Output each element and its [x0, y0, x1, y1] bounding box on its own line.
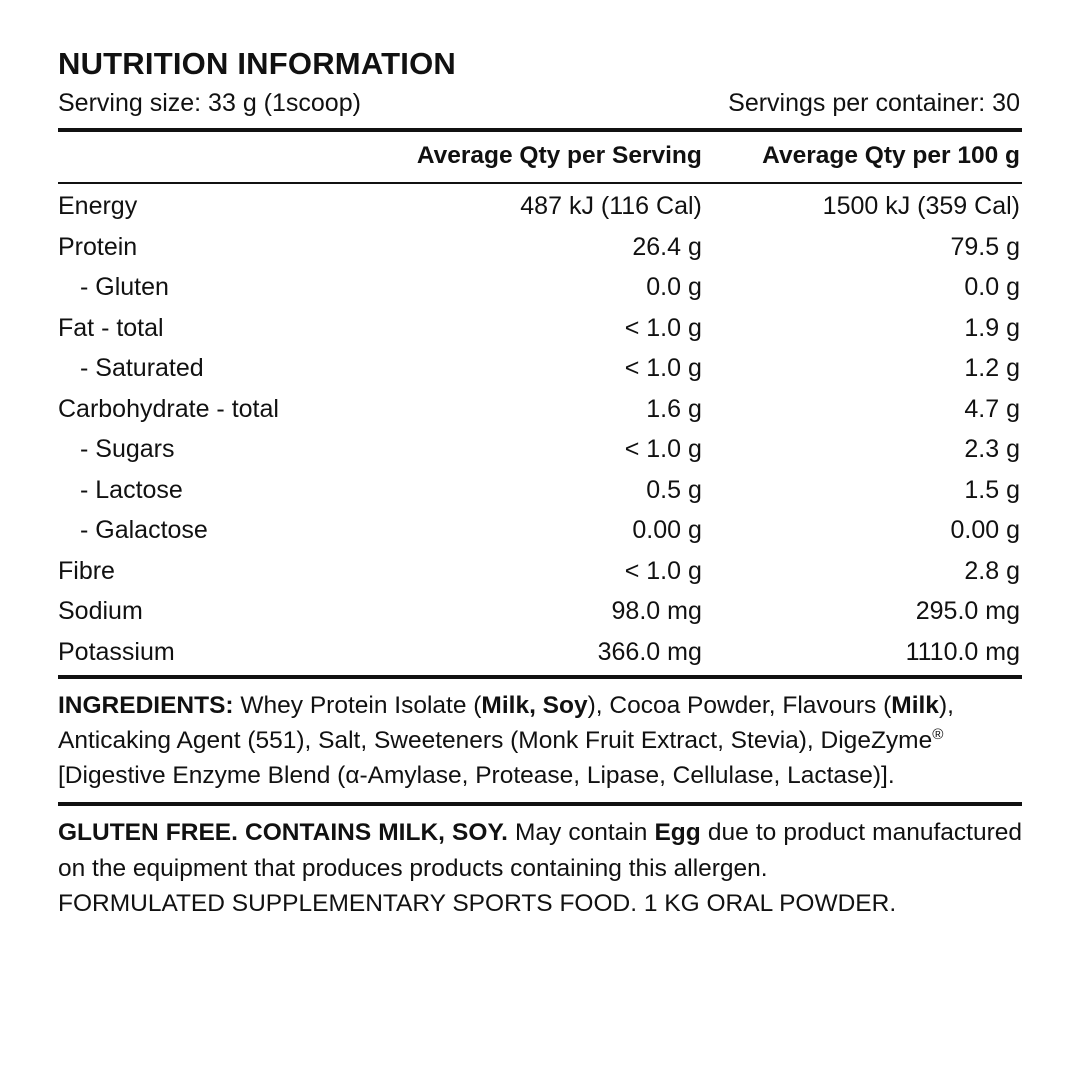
table-row [58, 268, 1022, 309]
table-row [58, 227, 1022, 268]
table-row [58, 511, 1022, 552]
row-label: - Gluten [80, 273, 169, 302]
table-header-row [58, 132, 1022, 180]
row-per-100g: 2.3 g [964, 435, 1020, 464]
table-row [58, 349, 1022, 390]
row-per-serving: 366.0 mg [597, 637, 702, 666]
row-per-serving: 98.0 mg [611, 597, 702, 626]
ingredients-allergen-milk: Milk [891, 691, 939, 719]
row-per-serving: < 1.0 g [624, 354, 702, 383]
allergen-text-1: May contain [507, 819, 655, 847]
row-per-100g: 4.7 g [964, 394, 1020, 423]
row-label: Protein [58, 232, 138, 261]
row-label: Potassium [58, 637, 175, 666]
ingredients-allergen-milk-soy: Milk, Soy [481, 691, 588, 719]
row-per-100g: 1.5 g [964, 475, 1020, 504]
allergen-block [58, 806, 1022, 930]
row-per-100g: 1.2 g [964, 354, 1020, 383]
row-label: Carbohydrate - total [58, 394, 279, 423]
serving-summary [58, 88, 1022, 128]
table-row [58, 389, 1022, 430]
table-row [58, 470, 1022, 511]
row-label: Fibre [58, 556, 115, 585]
header-divider-row [58, 180, 1022, 187]
nutrition-table-body [58, 187, 1022, 673]
row-per-serving: 0.00 g [632, 516, 702, 545]
row-per-serving: 1.6 g [646, 394, 702, 423]
row-per-serving: 487 kJ (116 Cal) [520, 192, 702, 221]
ingredients-text-3: ), Anticaking Agent (551), Salt, Sweeteners (Monk Fruit Extract, Stevia), DigeZyme [58, 691, 954, 754]
row-label: Fat - total [58, 313, 164, 342]
row-per-serving: 0.0 g [646, 273, 702, 302]
divider-header [58, 180, 1022, 187]
serving-size-text: Serving size: 33 g (1scoop) [58, 88, 361, 117]
row-per-100g: 79.5 g [950, 232, 1020, 261]
row-per-serving: 0.5 g [646, 475, 702, 504]
row-per-serving: < 1.0 g [624, 313, 702, 342]
table-row [58, 308, 1022, 349]
ingredients-text-2: ), Cocoa Powder, Flavours ( [587, 691, 892, 719]
ingredients-block [58, 679, 1022, 803]
allergen-egg: Egg [654, 819, 701, 847]
row-per-100g: 1110.0 mg [905, 637, 1020, 666]
product-classification-text: FORMULATED SUPPLEMENTARY SPORTS FOOD. 1 KG ORAL POWDER. [58, 889, 897, 917]
row-label: - Lactose [80, 475, 183, 504]
page-title: NUTRITION INFORMATION [58, 46, 456, 81]
ingredients-text-1: Whey Protein Isolate ( [233, 691, 482, 719]
table-row [58, 187, 1022, 228]
row-label: - Galactose [80, 516, 208, 545]
row-per-serving: < 1.0 g [624, 556, 702, 585]
nutrition-table [58, 132, 1022, 673]
row-label: Energy [58, 192, 138, 221]
column-header-per-100g: Average Qty per 100 g [762, 141, 1020, 169]
row-label: - Sugars [80, 435, 175, 464]
row-per-100g: 1500 kJ (359 Cal) [822, 192, 1020, 221]
registered-trademark-symbol: ® [932, 725, 944, 743]
row-per-100g: 0.00 g [950, 516, 1020, 545]
row-per-serving: 26.4 g [632, 232, 702, 261]
allergen-heading: GLUTEN FREE. CONTAINS MILK, SOY. [58, 819, 508, 847]
table-row [58, 551, 1022, 592]
column-header-per-serving: Average Qty per Serving [416, 141, 702, 169]
table-row [58, 592, 1022, 633]
ingredients-text-4: [Digestive Enzyme Blend (α-Amylase, Protease, Lipase, Cellulase, Lactase)]. [58, 762, 895, 790]
row-per-serving: < 1.0 g [624, 435, 702, 464]
column-header-blank [58, 132, 386, 180]
table-row [58, 632, 1022, 673]
row-per-100g: 295.0 mg [915, 597, 1020, 626]
row-per-100g: 0.0 g [964, 273, 1020, 302]
ingredients-heading: INGREDIENTS: [58, 691, 234, 719]
row-per-100g: 2.8 g [964, 556, 1020, 585]
row-label: Sodium [58, 597, 143, 626]
row-label: - Saturated [80, 354, 204, 383]
table-row [58, 430, 1022, 471]
row-per-100g: 1.9 g [964, 313, 1020, 342]
servings-per-container-text: Servings per container: 30 [728, 88, 1020, 117]
allergen-text-2: due to product manufactured on the equipment that produces products containing this allergen. [58, 819, 1022, 882]
